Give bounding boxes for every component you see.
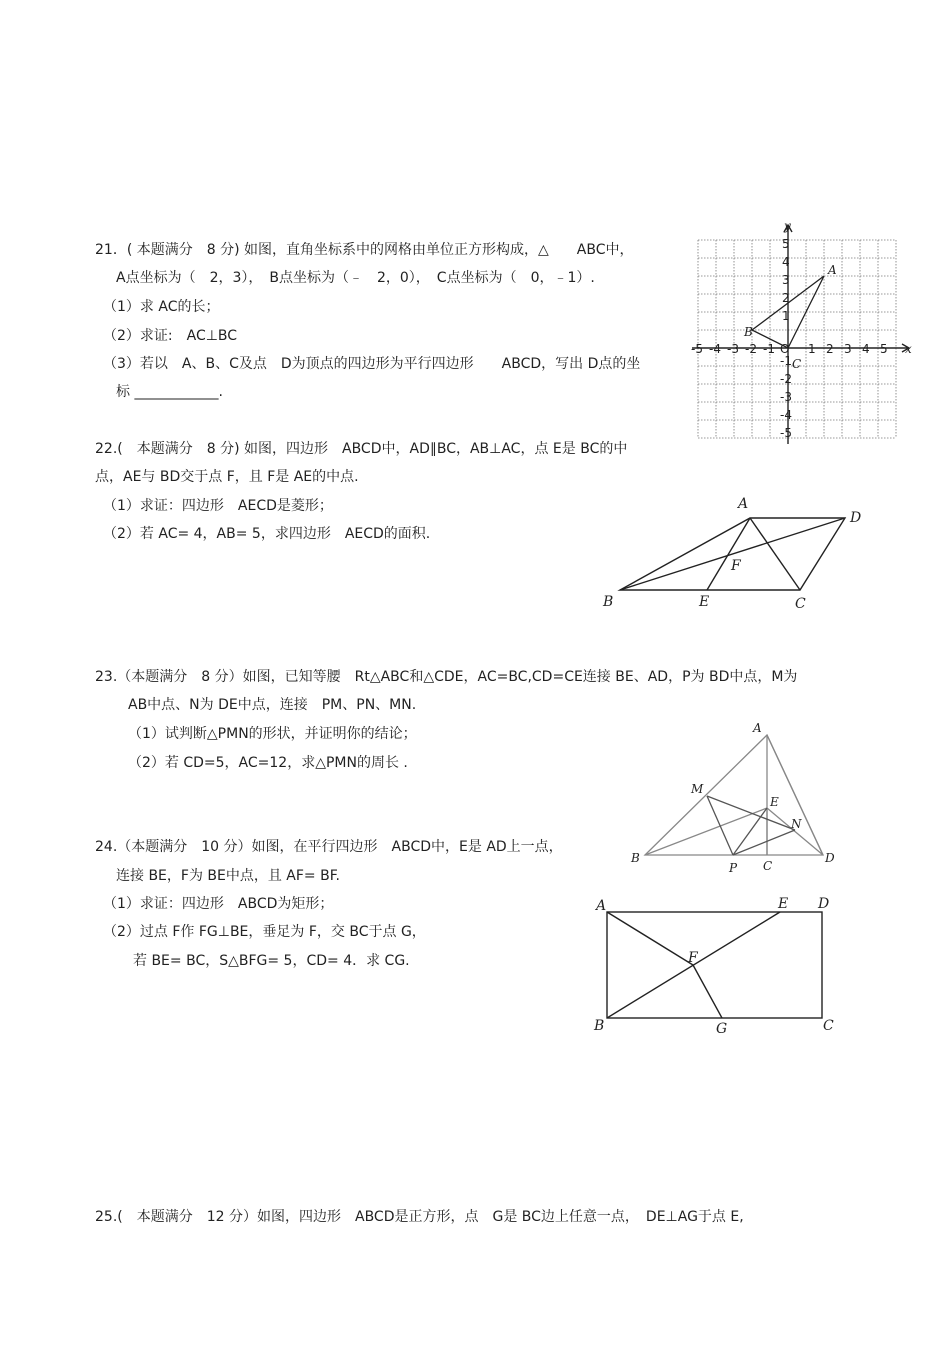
- x-tick: 1: [808, 342, 816, 356]
- q24-rectangle-figure: [590, 890, 840, 1040]
- q24-label-b: B: [594, 1018, 605, 1034]
- q23-label-d: D: [825, 851, 835, 865]
- q21-line-5: （3）若以 A、B、C及点 D为顶点的四边形为平行四边形 ABCD，写出 D点的坐: [103, 356, 641, 372]
- y-tick: 4: [782, 255, 790, 269]
- x-tick: -1: [763, 342, 775, 356]
- x-tick: -5: [691, 342, 703, 356]
- q23-label-p: P: [729, 861, 738, 875]
- q23-label-c: C: [763, 859, 773, 873]
- q23-pmn-lines: [707, 796, 795, 855]
- y-tick: 2: [782, 291, 790, 305]
- q21-line-2: A点坐标为（ 2，3）， B点坐标为（﹣ 2，0）， C点坐标为（ 0，﹣1）.: [116, 270, 595, 286]
- q23-outer-lines: [645, 735, 823, 855]
- q22-label-d: D: [850, 510, 862, 526]
- q21-line-3: （1）求 AC的长；: [103, 299, 220, 315]
- q23-triangle-figure: [625, 720, 845, 880]
- q25-line-1: 25.( 本题满分 12 分）如图，四边形 ABCD是正方形，点 G是 BC边上任意一点， DE⊥AG于点 E,: [95, 1209, 744, 1225]
- q22-label-a: A: [738, 496, 749, 512]
- point-label-c: C: [792, 357, 802, 371]
- q24-label-d: D: [818, 896, 830, 912]
- y-tick: -3: [780, 390, 792, 404]
- q22-line-2: 点，AE与 BD交于点 F，且 F是 AE的中点.: [95, 469, 359, 485]
- q22-label-c: C: [795, 596, 806, 612]
- q23-line-1: 23.（本题满分 8 分）如图，已知等腰 Rt△ABC和△CDE，AC=BC,CD=CE连接 BE、AD，P为 BD中点，M为: [95, 669, 798, 685]
- q23-line-3: （1）试判断△PMN的形状，并证明你的结论；: [128, 726, 417, 742]
- grid-lines: [698, 240, 896, 438]
- x-tick: -2: [745, 342, 757, 356]
- x-tick: 3: [844, 342, 852, 356]
- q24-lines: [607, 912, 822, 1018]
- q24-label-f: F: [688, 950, 698, 966]
- q24-line-4: （2）过点 F作 FG⊥BE，垂足为 F，交 BC于点 G，: [103, 924, 426, 940]
- q22-line-3: （1）求证：四边形 AECD是菱形；: [103, 498, 333, 514]
- q21-line-6: 标 ____________.: [116, 384, 223, 400]
- q24-label-a: A: [596, 898, 607, 914]
- y-tick: -5: [780, 426, 792, 440]
- x-tick: -3: [727, 342, 739, 356]
- q23-label-e: E: [770, 795, 779, 809]
- q21-line-1: 21．( 本题满分 8 分) 如图，直角坐标系中的网格由单位正方形构成，△ ABC中，: [95, 242, 634, 258]
- q24-label-g: G: [716, 1021, 728, 1037]
- y-tick-labels: [780, 237, 792, 440]
- y-tick: -1: [780, 354, 792, 368]
- x-tick: -4: [709, 342, 721, 356]
- q22-line-1: 22.( 本题满分 8 分) 如图，四边形 ABCD中，AD∥BC，AB⊥AC，点 E是 BC的中: [95, 441, 628, 457]
- y-tick: -4: [780, 408, 792, 422]
- q24-line-1: 24.（本题满分 10 分）如图，在平行四边形 ABCD中，E是 AD上一点，: [95, 839, 563, 855]
- q24-line-5: 若 BE= BC，S△BFG= 5，CD= 4．求 CG.: [133, 953, 410, 969]
- point-label-b: B: [744, 325, 753, 339]
- q21-coordinate-grid-figure: [688, 218, 920, 450]
- q23-label-b: B: [631, 851, 640, 865]
- q23-line-4: （2）若 CD=5，AC=12，求△PMN的周长 .: [128, 755, 408, 771]
- q22-line-4: （2）若 AC= 4，AB= 5，求四边形 AECD的面积.: [103, 526, 431, 542]
- q22-label-f: F: [731, 558, 741, 574]
- origin-label: O: [780, 342, 790, 356]
- q24-line-3: （1）求证：四边形 ABCD为矩形；: [103, 896, 334, 912]
- x-tick: 2: [826, 342, 834, 356]
- q21-line-4: （2）求证: AC⊥BC: [103, 328, 238, 344]
- y-tick: 3: [782, 273, 790, 287]
- q22-lines: [620, 518, 845, 590]
- q22-label-b: B: [603, 594, 614, 610]
- y-tick: 1: [782, 309, 790, 323]
- y-axis-label: y: [784, 219, 791, 233]
- q23-label-n: N: [791, 817, 802, 831]
- q23-label-m: M: [691, 782, 704, 796]
- y-tick: -2: [780, 372, 792, 386]
- point-label-a: A: [828, 263, 837, 277]
- x-tick: 4: [862, 342, 870, 356]
- q23-label-a: A: [753, 721, 762, 735]
- q22-label-e: E: [699, 594, 710, 610]
- q23-line-2: AB中点、N为 DE中点，连接 PM、PN、MN.: [128, 697, 417, 713]
- q24-line-2: 连接 BE，F为 BE中点，且 AF= BF.: [116, 868, 340, 884]
- q22-parallelogram-figure: [595, 490, 875, 620]
- x-tick: 5: [880, 342, 888, 356]
- x-axis-label: x: [905, 342, 912, 356]
- q24-label-c: C: [823, 1018, 834, 1034]
- y-tick: 5: [782, 237, 790, 251]
- q24-label-e: E: [778, 896, 789, 912]
